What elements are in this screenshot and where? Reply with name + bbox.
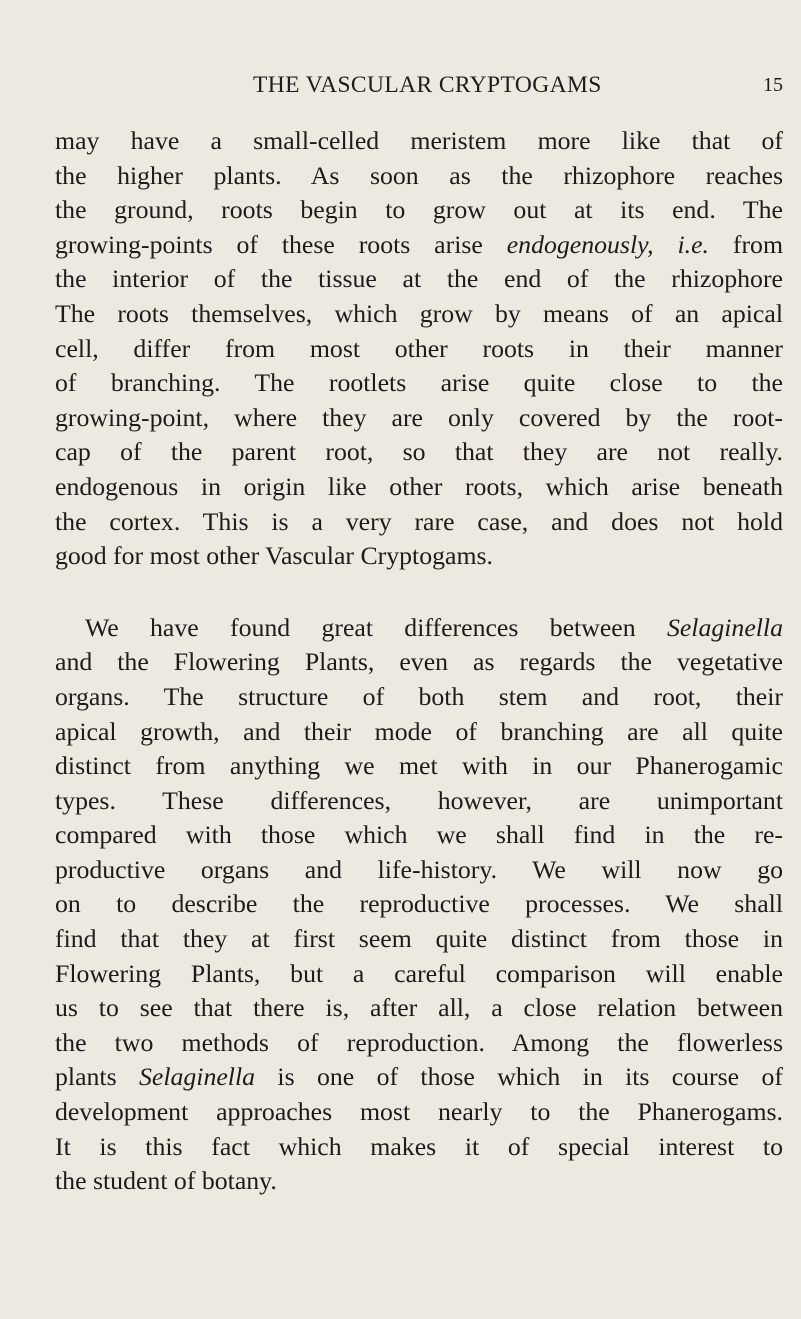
text-line: us to see that there is, after all, a close relation between bbox=[55, 993, 783, 1023]
text-line: productive organs and life-history. We will now go bbox=[55, 854, 783, 884]
body-text bbox=[55, 124, 783, 1199]
text-line: find that they at first seem quite distinct from those in bbox=[55, 924, 783, 954]
paragraph-2 bbox=[55, 611, 783, 1199]
paragraph-gap bbox=[55, 574, 783, 611]
text-line: cap of the parent root, so that they are not really. bbox=[55, 437, 783, 467]
text-line: apical growth, and their mode of branching are all quite bbox=[55, 716, 783, 746]
text-line: growing-point, where they are only covered by the root- bbox=[55, 402, 783, 432]
paragraph-1 bbox=[55, 124, 783, 574]
text-line: distinct from anything we met with in our Phanerogamic bbox=[55, 751, 783, 781]
text-line: may have a small-celled meristem more like that of bbox=[55, 126, 783, 155]
text-line: the ground, roots begin to grow out at its end. The bbox=[55, 195, 783, 225]
text-line: cell, differ from most other roots in their manner bbox=[55, 333, 783, 363]
italic-term: endogenously, bbox=[506, 229, 654, 259]
text-line: the interior of the tissue at the end of the rhizophore bbox=[55, 264, 783, 294]
text-line: growing-points of these roots arise endogenously, i.e. from bbox=[55, 229, 783, 259]
text-line: It is this fact which makes it of special interest to bbox=[55, 1131, 783, 1161]
text-line: the two methods of reproduction. Among the flowerless bbox=[55, 1027, 783, 1057]
text-line: endogenous in origin like other roots, which arise beneath bbox=[55, 471, 783, 501]
text-line: Flowering Plants, but a careful comparison will enable bbox=[55, 958, 783, 988]
italic-term: i.e. bbox=[677, 229, 709, 259]
text-line: good for most other Vascular Cryptogams. bbox=[55, 541, 494, 571]
text-line: of branching. The rootlets arise quite close to the bbox=[55, 368, 783, 398]
text-line: compared with those which we shall find in the re- bbox=[55, 820, 783, 850]
text-line: and the Flowering Plants, even as regards the vegetative bbox=[55, 647, 783, 677]
text-line: the cortex. This is a very rare case, and does not hold bbox=[55, 506, 783, 536]
text-line: on to describe the reproductive processes. We shall bbox=[55, 889, 783, 919]
text-line: organs. The structure of both stem and root, their bbox=[55, 681, 783, 711]
running-head bbox=[55, 72, 785, 106]
italic-term: Selaginella bbox=[138, 1062, 256, 1092]
text-line: the student of botany. bbox=[55, 1166, 277, 1196]
running-title: THE VASCULAR CRYPTOGAMS bbox=[253, 72, 602, 98]
text-line: We have found great differences between Selaginella bbox=[85, 612, 783, 642]
text-line: the higher plants. As soon as the rhizophore reaches bbox=[55, 160, 783, 190]
text-line: types. These differences, however, are unimportant bbox=[55, 785, 783, 815]
italic-term: Selaginella bbox=[666, 612, 783, 642]
page-number: 15 bbox=[763, 74, 783, 96]
text-line: The roots themselves, which grow by means of an apical bbox=[55, 298, 783, 328]
text-line: plants Selaginella is one of those which in its course of bbox=[55, 1062, 783, 1092]
text-line: development approaches most nearly to the Phanerogams. bbox=[55, 1097, 783, 1127]
